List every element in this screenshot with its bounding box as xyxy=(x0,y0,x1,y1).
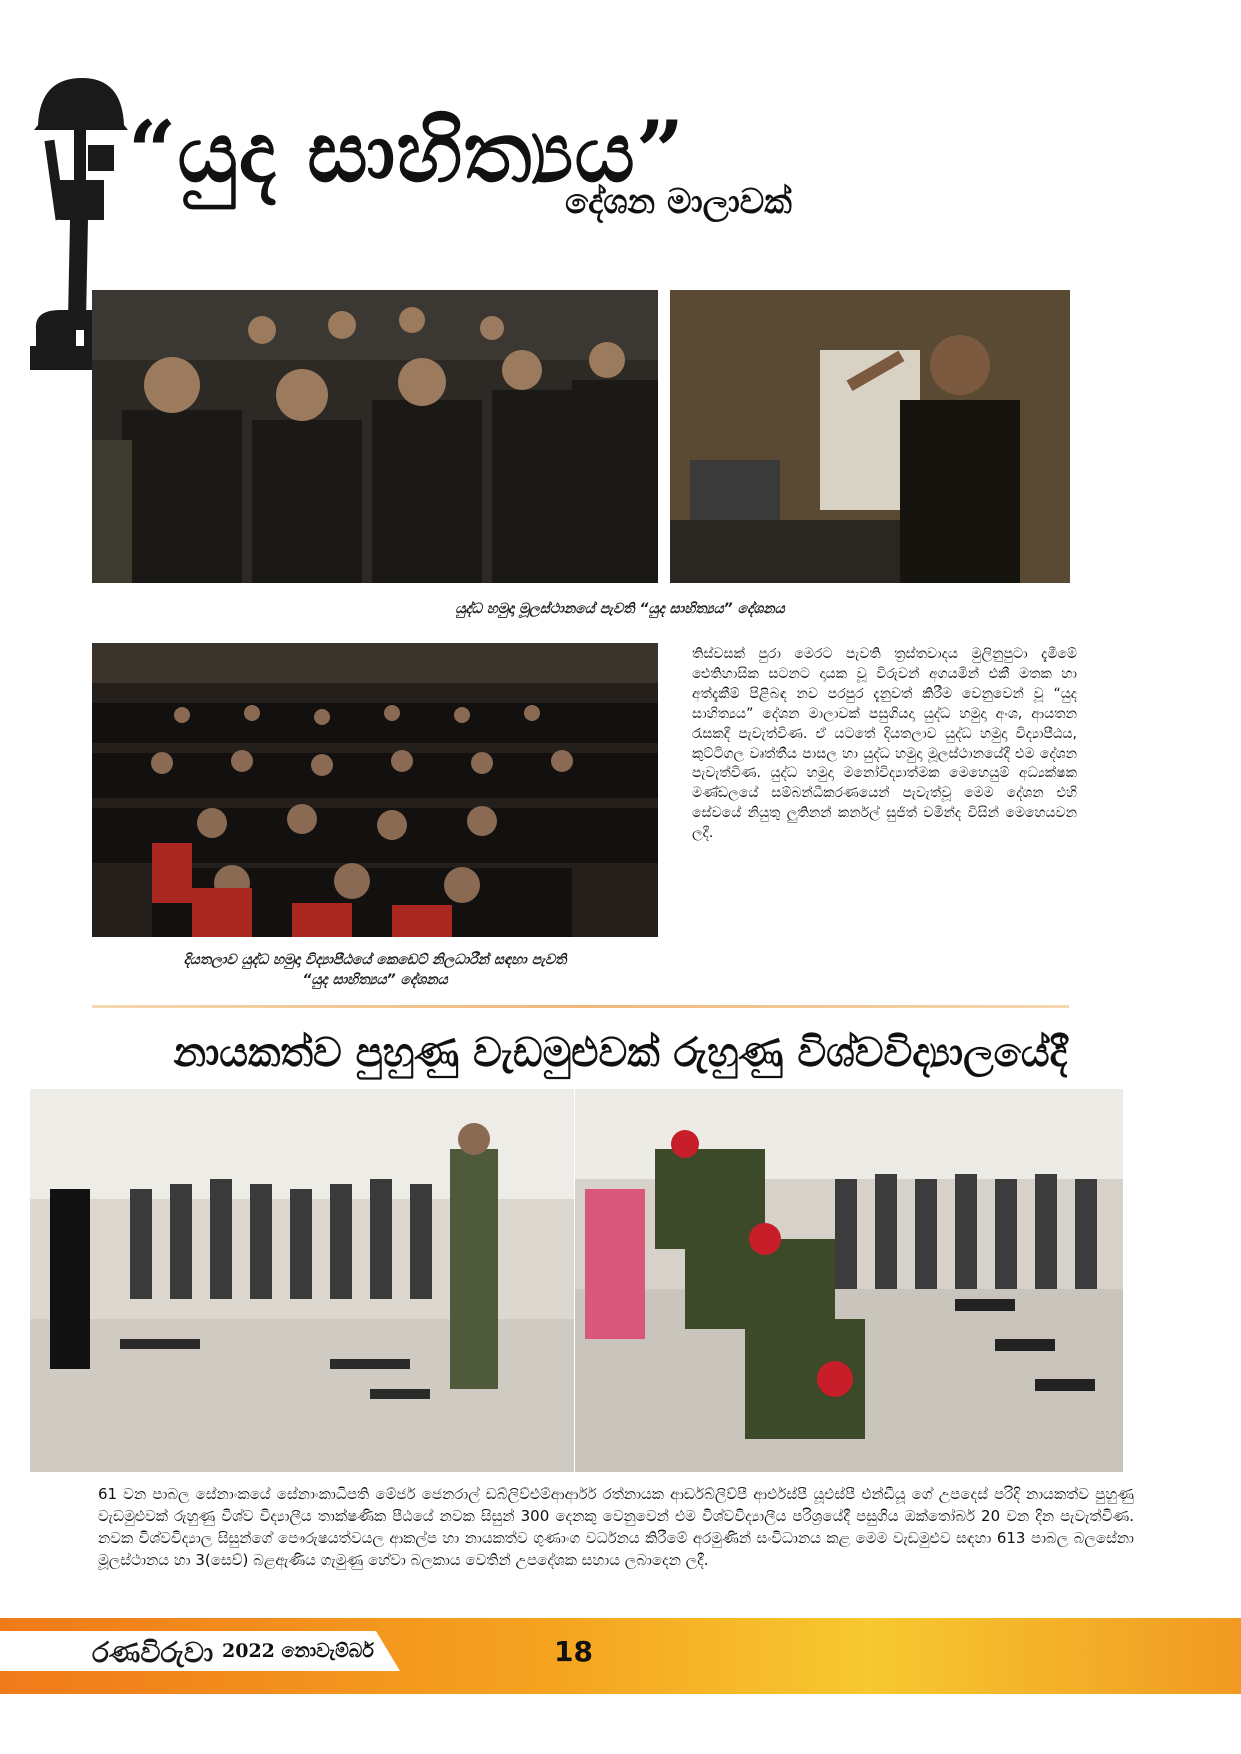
article2-body: 61 වන පාබල සේනාංකයේ සේනාංකාධිපති මේජර් ජෙනරාල් ඩබ්ලිව්එම්ආර්ආර් රත්නායක ආර්ඩබ්ලිව්පී ආර්එස්පී යූඑස්පී එන්ඩීයූ ගේ උපදෙස් පරිදි නායකත්ව පුහුණු වැඩමුළුවක් රුහුණු විශ්ව විද්‍යාලීය තාක්ෂණික පීඨයේ නවක සිසුන් 300 දෙනකු වෙනුවෙන් එම විශ්වවිද්‍යාලීය පරිශ්‍රයේදී පසුගිය ඔක්තෝබර් 20 වන දින පැවැත්විණ. නවක විශ්වවිද්‍යාල සිසුන්ගේ පෞරුෂයත්වයල ආකල්ප හා නායකත්ව ගුණාංග වර්ධනය කිරීමේ අරමුණින් සංවිධානය කළ මෙම වැඩමුළුව සඳහා 613 පාබල බලසේනා මූලස්ථානය හා 3(සෙව්) බළඇණිය ගැමුණු හේවා බලකාය වෙතින් උපදේශක සහාය ලබාදෙන ලදී. xyxy=(98,1485,1134,1569)
photo-soldiers-demonstration xyxy=(575,1089,1123,1472)
issue-date: 2022 නොවැම්බර් xyxy=(222,1640,374,1662)
section-divider xyxy=(92,1005,1069,1008)
photo-caption-bottom xyxy=(92,950,658,990)
photo-officers-audience xyxy=(92,290,658,583)
article-body: තිස්වසක් පුරා මෙරට පැවති ත්‍රස්තවාදය මුලිනුපුටා දැමීමේ ඓතිහාසික සටනට දායක වූ විරුවන් අගයමින් එකී මතක හා අත්දැකීම් පිළිබඳ නව පරපුර දැනුවත් කිරීම වෙනුවෙන් වූ “යුද සාහිත්‍යය” දේශන මාලාවක් පසුගියදා යුද්ධ හමුදා අංශ, ආයතන රැසකදී පැවැත්විණ. ඒ යටතේ දියතලාව යුද්ධ හමුදා විද්‍යාපීඨය, කුට්ටිගල වෘත්තීය පාසල හා යුද්ධ හමුදා මූලස්ථානයේදී එම දේශන පැවැත්විණ. යුද්ධ හමුදා මනෝවිද්‍යාත්මක මෙහෙයුම් අධ්‍යක්ෂක මණ්ඩලයේ සම්බන්ධීකරණයෙන් පැවැත්වූ මෙම දේශන එහි සේවයේ නියුතු ලුතිනන් කර්නල් සුජිත් චමින්ද විසින් මෙහෙයවන ලදී. xyxy=(692,646,1077,842)
article-title: “යුද සාහිත්‍යය” xyxy=(128,102,686,201)
photo-instructor-students xyxy=(30,1089,574,1472)
magazine-logo: රණවිරුවා xyxy=(92,1636,214,1669)
photo-caption-bottom-line2: “යුද සාහිත්‍යය” දේශනය xyxy=(302,972,448,988)
photo-caption-top: යුද්ධ හමුදා මූලස්ථානයේ පැවති “යුද සාහිත්‍යය” දේශනය xyxy=(455,601,785,617)
photo-caption-bottom-line1: දියතලාව යුද්ධ හමුදා විද්‍යාපීඨයේ කෙඩෙට් නිලධාරීන් සඳහා පැවති xyxy=(183,952,567,968)
page-number: 18 xyxy=(554,1635,593,1668)
article2-headline: නායකත්ව පුහුණු වැඩමුළුවක් රුහුණු විශ්වවිද්‍යාලයේදී xyxy=(173,1030,1068,1076)
article-subtitle: දේශන මාලාවක් xyxy=(565,182,792,222)
photo-lecturer-speaking xyxy=(670,290,1070,583)
photo-cadets-auditorium xyxy=(92,643,658,937)
